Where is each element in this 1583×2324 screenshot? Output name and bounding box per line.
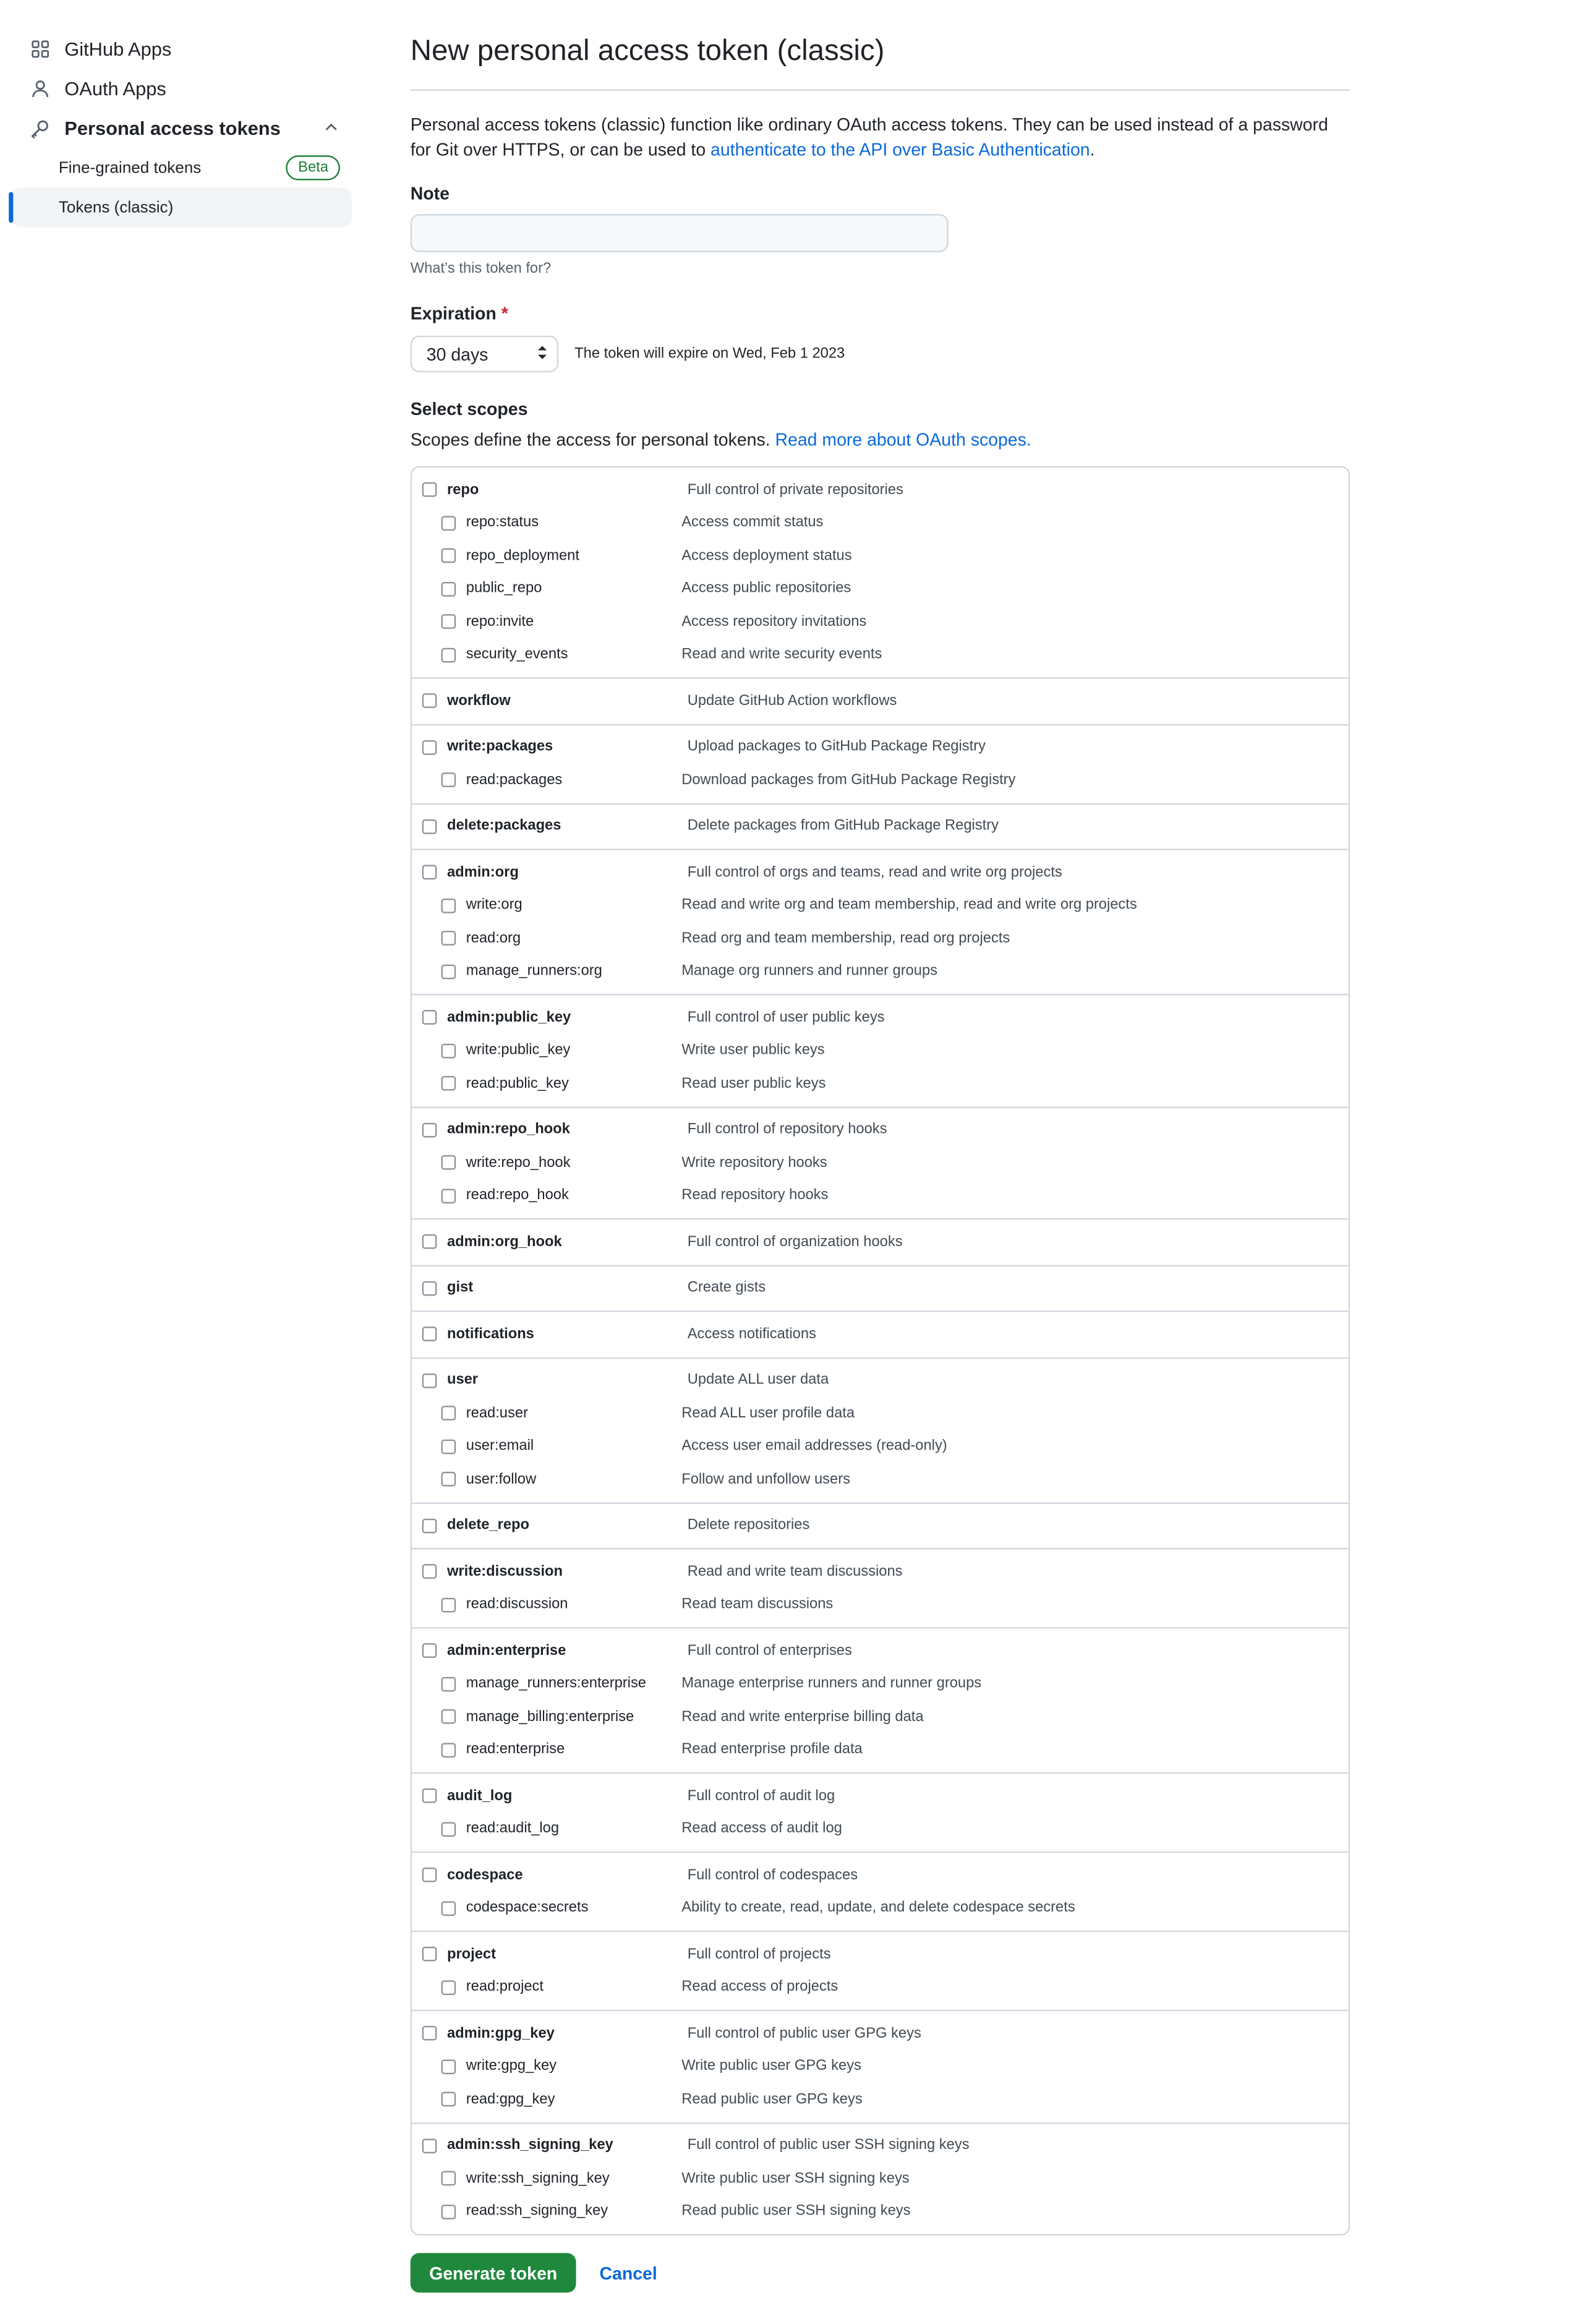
scope-checkbox[interactable] [422,1788,437,1803]
scope-checkbox[interactable] [441,1980,456,1995]
scope-group [412,1502,1349,1548]
sidebar-item-label: Personal access tokens [64,117,281,140]
scope-group [412,1357,1349,1502]
scope-description: Full control of public user SSH signing keys [687,2137,970,2154]
scope-row[interactable] [412,1555,1349,1588]
scope-checkbox[interactable] [441,2171,456,2186]
scope-row[interactable] [412,1509,1349,1542]
sidebar-item-github-apps[interactable] [12,29,352,69]
scope-description: Access repository invitations [681,613,867,630]
scope-checkbox[interactable] [422,1565,437,1579]
scope-description: Write public user GPG keys [681,2058,861,2075]
sub-scope-row[interactable] [412,2050,1349,2083]
scope-name: admin:enterprise [446,1643,566,1659]
scope-description: Access notifications [687,1326,816,1343]
scope-name: write:public_key [466,1042,571,1059]
scope-name: manage_runners:org [466,963,602,980]
sidebar-item-fine-grained-tokens[interactable] [12,148,352,187]
scope-checkbox[interactable] [422,819,437,834]
scope-name: admin:gpg_key [446,2025,555,2042]
scope-description: Read access of projects [681,1979,838,1996]
scope-group [412,2122,1349,2234]
scope-name: read:audit_log [466,1821,560,1837]
scope-name: admin:org_hook [446,1234,562,1250]
sidebar-item-label: Tokens (classic) [58,199,174,216]
scope-description: Delete repositories [687,1517,810,1534]
sub-scope-row[interactable] [412,2083,1349,2116]
scope-name: admin:repo_hook [446,1121,570,1138]
scope-checkbox[interactable] [441,1901,456,1916]
sub-scope-row[interactable] [412,955,1349,988]
scope-description: Read repository hooks [681,1187,829,1204]
sub-scope-row[interactable] [412,1463,1349,1496]
scope-name: write:repo_hook [466,1155,571,1171]
scope-group [412,1772,1349,1852]
sub-scope-row[interactable] [412,922,1349,955]
scope-checkbox[interactable] [441,549,456,563]
scope-checkbox[interactable] [422,1373,437,1388]
sub-scope-row[interactable] [412,539,1349,572]
scope-name: read:public_key [466,1075,569,1092]
scope-checkbox[interactable] [422,1868,437,1882]
scope-name: write:org [466,897,523,914]
scope-checkbox[interactable] [422,2138,437,2153]
scope-name: user [446,1372,479,1389]
scope-name: repo:invite [466,613,534,630]
sub-scope-row[interactable] [412,2195,1349,2228]
expiration-select[interactable] [411,336,558,372]
sub-scope-row[interactable] [412,1430,1349,1463]
sub-scope-row[interactable] [412,2162,1349,2195]
sub-scope-row[interactable] [412,1397,1349,1430]
expiration-value: 30 days [426,343,489,365]
scope-checkbox[interactable] [441,1822,456,1837]
scope-description: Read and write security events [681,646,882,663]
scope-row[interactable] [412,1938,1349,1971]
scope-description: Full control of public user GPG keys [687,2025,921,2042]
sub-scope-row[interactable] [412,573,1349,605]
scope-description: Read public user SSH signing keys [681,2203,911,2220]
scope-row[interactable] [412,1859,1349,1892]
sidebar-item-label: OAuth Apps [64,77,166,100]
scopes-text [411,428,1350,453]
expiration-label [411,304,1350,324]
scope-checkbox[interactable] [441,2092,456,2107]
scope-checkbox[interactable] [441,647,456,662]
scope-group [412,1548,1349,1627]
sub-scope-row[interactable] [412,605,1349,638]
scope-row[interactable] [412,1271,1349,1304]
scope-description: Read and write org and team membership, read and write org projects [681,897,1137,914]
note-label: Note [410,183,450,204]
scope-group [412,848,1349,994]
beta-badge: Beta [286,155,340,180]
scope-name: read:repo_hook [466,1187,569,1204]
expiration-label-text: Expiration [410,303,497,324]
scope-description: Write repository hooks [681,1155,827,1171]
sub-scope-row[interactable] [412,1701,1349,1733]
scope-name: write:discussion [446,1563,563,1580]
required-mark: * [501,303,508,324]
scope-description: Full control of user public keys [687,1009,885,1026]
scopes-list [411,466,1350,2236]
scope-checkbox[interactable] [422,694,437,709]
scope-name: read:gpg_key [466,2091,555,2108]
sidebar-item-label: GitHub Apps [64,38,172,61]
scope-name: repo_deployment [466,547,579,564]
scope-name: project [446,1946,496,1963]
chevron-up-icon[interactable] [322,119,343,139]
scope-description: Full control of private repositories [687,482,903,498]
scope-description: Read access of audit log [681,1821,842,1837]
scope-checkbox[interactable] [441,1043,456,1058]
scope-description: Full control of organization hooks [687,1234,903,1250]
scope-checkbox[interactable] [441,1076,456,1091]
scope-row[interactable] [412,2017,1349,2050]
scope-name: public_repo [466,581,542,597]
scope-group [412,994,1349,1106]
note-hint: What’s this token for? [410,260,552,277]
scope-description: Manage enterprise runners and runner groups [681,1675,982,1692]
select-arrows-icon [537,344,548,364]
sub-scope-row[interactable] [412,1588,1349,1621]
cancel-link[interactable]: Cancel [599,2262,657,2283]
scope-checkbox[interactable] [422,1281,437,1296]
scope-row[interactable] [412,1001,1349,1034]
scope-checkbox[interactable] [422,1518,437,1533]
sub-scope-row[interactable] [412,1667,1349,1700]
scope-group [412,724,1349,803]
scope-checkbox[interactable] [422,2026,437,2041]
scope-name: repo [446,482,479,498]
scope-checkbox[interactable] [441,898,456,913]
sidebar-item-oauth-apps[interactable] [12,69,352,108]
scope-description: Full control of enterprises [687,1643,852,1659]
sub-scope-row[interactable] [412,638,1349,671]
scope-description: Access commit status [681,515,824,531]
scope-name: read:ssh_signing_key [466,2203,608,2220]
sidebar-item-personal-access-tokens[interactable] [12,108,352,148]
scope-name: read:project [466,1979,544,1996]
scope-row[interactable] [412,685,1349,717]
scope-checkbox[interactable] [422,1122,437,1137]
scope-name: user:email [466,1438,534,1455]
intro-end: . [1090,139,1095,160]
scope-description: Follow and unfollow users [681,1471,850,1488]
scope-checkbox[interactable] [441,1597,456,1612]
scope-checkbox[interactable] [441,2059,456,2074]
sub-scope-row[interactable] [412,1971,1349,2004]
scope-group [412,1264,1349,1310]
scope-checkbox[interactable] [441,615,456,630]
scope-row[interactable] [412,1318,1349,1351]
scope-group [412,1852,1349,1931]
scope-checkbox[interactable] [441,1406,456,1421]
scope-group [412,1218,1349,1265]
scopes-label: Select scopes [410,398,528,419]
sub-scope-row[interactable] [412,1892,1349,1925]
oauth-scopes-link[interactable]: Read more about OAuth scopes. [775,429,1031,450]
scope-checkbox[interactable] [441,773,456,788]
scope-group [412,1931,1349,2010]
key-icon [28,116,51,140]
scope-description: Update ALL user data [687,1372,829,1389]
scope-name: codespace [446,1867,523,1884]
sub-scope-row[interactable] [412,1733,1349,1766]
scope-name: audit_log [446,1788,513,1805]
scope-group [412,1310,1349,1357]
scope-group [412,468,1349,677]
scope-name: write:gpg_key [466,2058,557,2075]
scope-checkbox[interactable] [441,964,456,979]
scope-checkbox[interactable] [422,1644,437,1659]
scope-checkbox[interactable] [422,740,437,754]
scope-row[interactable] [412,474,1349,506]
scope-description: Read org and team membership, read org projects [681,930,1010,947]
scope-description: Manage org runners and runner groups [681,963,937,980]
scope-row[interactable] [412,1780,1349,1813]
scope-row[interactable] [412,1113,1349,1146]
scope-checkbox[interactable] [441,931,456,946]
apps-grid-icon [28,37,51,61]
scope-row[interactable] [412,731,1349,764]
scope-description: Full control of codespaces [687,1867,858,1884]
scope-row[interactable] [412,1226,1349,1258]
scope-name: workflow [446,693,511,709]
scope-checkbox[interactable] [441,2204,456,2219]
scope-name: read:user [466,1405,528,1422]
scope-description: Read ALL user profile data [681,1405,855,1422]
scope-name: codespace:secrets [466,1900,589,1916]
sub-scope-row[interactable] [412,1813,1349,1845]
scope-checkbox[interactable] [441,516,456,531]
sub-scope-row[interactable] [412,1067,1349,1100]
scope-group [412,803,1349,849]
scope-description: Download packages from GitHub Package Registry [681,772,1016,788]
scope-name: read:discussion [466,1596,568,1613]
scope-name: manage_billing:enterprise [466,1709,634,1725]
scope-description: Access public repositories [681,581,851,597]
scope-name: admin:org [446,864,519,881]
scope-name: repo:status [466,515,539,531]
scope-row[interactable] [412,1634,1349,1667]
main-content [411,29,1350,2292]
scope-description: Access user email addresses (read-only) [681,1438,947,1455]
scopes-body: Scopes define the access for personal tokens. [410,429,775,450]
scope-description: Read user public keys [681,1075,826,1092]
scope-name: write:ssh_signing_key [466,2170,610,2187]
scope-name: notifications [446,1326,534,1343]
scope-description: Read and write enterprise billing data [681,1709,924,1725]
scope-description: Full control of repository hooks [687,1121,887,1138]
scope-description: Delete packages from GitHub Package Registry [687,818,999,835]
scope-description: Read enterprise profile data [681,1741,863,1758]
scope-name: delete:packages [446,818,561,835]
scope-row[interactable] [412,1364,1349,1397]
intro-body: Personal access tokens (classic) function like ordinary OAuth access tokens. They can be used instead of a password for Git over HTTPS, or can be used to [410,114,1328,160]
sub-scope-row[interactable] [412,1147,1349,1179]
scope-description: Write public user SSH signing keys [681,2170,910,2187]
scope-description: Write user public keys [681,1042,825,1059]
scope-name: delete_repo [446,1517,530,1534]
scope-checkbox[interactable] [441,581,456,596]
scope-checkbox[interactable] [422,1947,437,1962]
scope-group [412,1106,1349,1218]
scope-description: Read public user GPG keys [681,2091,863,2108]
scope-name: security_events [466,646,568,663]
sub-scope-row[interactable] [412,1034,1349,1067]
scope-row[interactable] [412,810,1349,843]
scope-name: gist [446,1279,474,1296]
scope-row[interactable] [412,2129,1349,2162]
page-title: New personal access token (classic) [411,29,1350,91]
scope-description: Full control of orgs and teams, read and write org projects [687,864,1062,881]
sub-scope-row[interactable] [412,506,1349,539]
scope-checkbox[interactable] [422,1010,437,1025]
scope-description: Read team discussions [681,1596,834,1613]
scope-name: admin:public_key [446,1009,571,1026]
scope-checkbox[interactable] [441,1472,456,1487]
scope-description: Ability to create, read, update, and delete codespace secrets [681,1900,1075,1916]
scope-group [412,677,1349,724]
scope-group [412,2010,1349,2122]
expiration-text: The token will expire on Wed, Feb 1 2023 [574,346,845,362]
settings-sidebar [12,29,352,227]
scope-checkbox[interactable] [441,1439,456,1454]
sub-scope-row[interactable] [412,764,1349,797]
scope-description: Read and write team discussions [687,1563,903,1580]
scope-checkbox[interactable] [422,482,437,497]
scope-checkbox[interactable] [441,1189,456,1203]
scope-checkbox[interactable] [441,1677,456,1691]
scope-description: Full control of projects [687,1946,831,1963]
scope-name: admin:ssh_signing_key [446,2137,613,2154]
intro-text [411,113,1350,163]
scope-row[interactable] [412,856,1349,889]
scope-description: Access deployment status [681,547,852,564]
scope-checkbox[interactable] [422,865,437,880]
scope-description: Update GitHub Action workflows [687,693,897,709]
scope-name: user:follow [466,1471,537,1488]
sub-scope-row[interactable] [412,889,1349,922]
scope-description: Upload packages to GitHub Package Registry [687,739,986,756]
scope-group [412,1627,1349,1772]
scope-checkbox[interactable] [422,1234,437,1249]
basic-auth-link[interactable]: authenticate to the API over Basic Authentication [710,139,1090,160]
scope-checkbox[interactable] [441,1743,456,1758]
note-input[interactable] [411,214,949,252]
person-icon [28,77,51,100]
scope-checkbox[interactable] [422,1327,437,1342]
scope-description: Create gists [687,1279,766,1296]
scope-checkbox[interactable] [441,1709,456,1724]
scope-name: read:packages [466,772,563,788]
scope-name: read:enterprise [466,1741,565,1758]
scope-checkbox[interactable] [441,1155,456,1170]
scope-name: manage_runners:enterprise [466,1675,646,1692]
scope-description: Full control of audit log [687,1788,835,1805]
sidebar-item-label: Fine-grained tokens [58,159,202,177]
sidebar-item-tokens-classic[interactable] [12,187,352,227]
sub-scope-row[interactable] [412,1179,1349,1212]
generate-token-button[interactable]: Generate token [411,2253,576,2292]
scope-name: read:org [466,930,521,947]
scope-name: write:packages [446,739,553,756]
